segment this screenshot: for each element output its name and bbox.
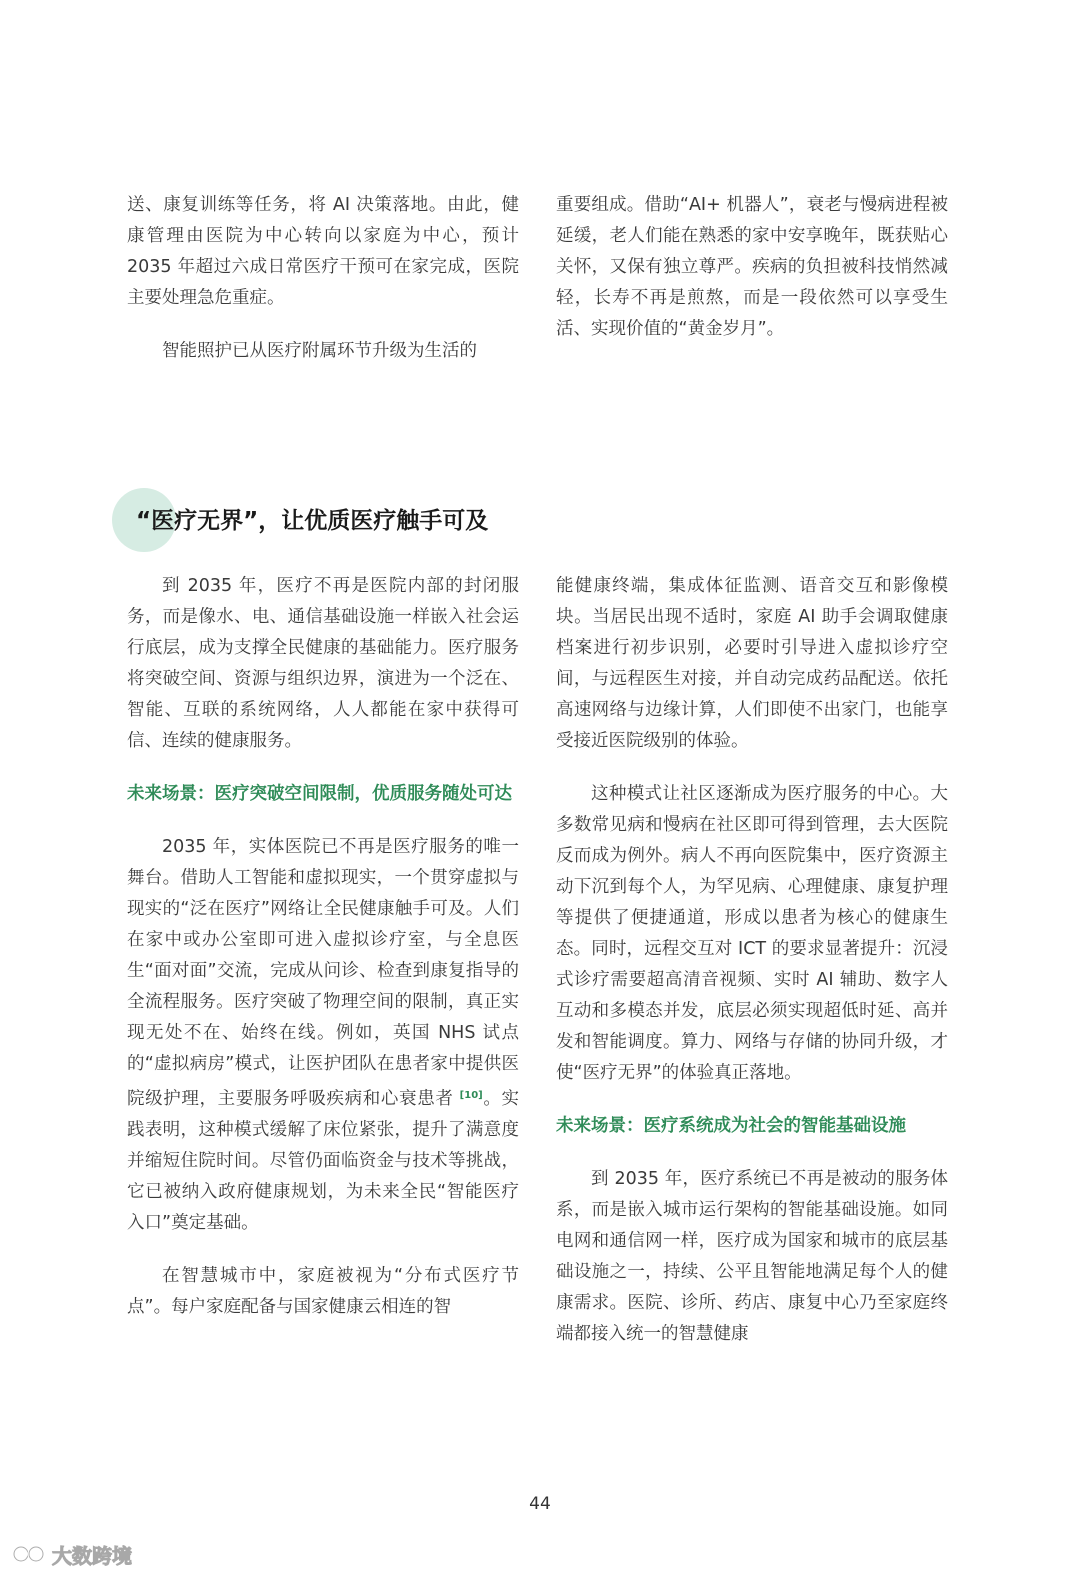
bottom-right-paragraph-1: 能健康终端，集成体征监测、语音交互和影像模块。当居民出现不适时，家庭 AI 助手会调取健康档案进行初步识别，必要时引导进入虚拟诊疗空间，与远程医生对接，并自动完成药品配送。依托高速网络与边缘计算，人们即使不出家门，也能享受接近医院级别的体验。 xyxy=(556,576,948,751)
bottom-right-paragraph-3: 到 2035 年，医疗系统已不再是被动的服务体系，而是嵌入城市运行架构的智能基础设施。如同电网和通信网一样，医疗成为国家和城市的底层基础设施之一，持续、公平且智能地满足每个人的健康需求。医院、诊所、药店、康复中心乃至家庭终端都接入统一的智慧健康 xyxy=(556,1169,948,1344)
watermark-logo-icon xyxy=(12,1542,46,1566)
bottom-left-paragraph-3: 在智慧城市中，家庭被视为“分布式医疗节点”。每户家庭配备与国家健康云相连的智 xyxy=(127,1266,519,1317)
bottom-left-paragraph-2 xyxy=(127,832,519,1239)
top-left-paragraph-1: 送、康复训练等任务，将 AI 决策落地。由此，健康管理由医院为中心转向以家庭为中心，预计 2035 年超过六成日常医疗干预可在家完成，医院主要处理急危重症。 xyxy=(127,195,519,308)
bottom-left-paragraph-1: 到 2035 年，医疗不再是医院内部的封闭服务，而是像水、电、通信基础设施一样嵌入社会运行底层，成为支撑全民健康的基础能力。医疗服务将突破空间、资源与组织边界，演进为一个泛在、智能、互联的系统网络，人人都能在家中获得可信、连续的健康服务。 xyxy=(127,576,519,751)
section-heading: “医疗无界”，让优质医疗触手可及 xyxy=(136,508,489,534)
reference-marker: [10] xyxy=(459,1090,483,1101)
bottom-right-paragraph-2: 这种模式让社区逐渐成为医疗服务的中心。大多数常见病和慢病在社区即可得到管理，去大医院反而成为例外。病人不再向医院集中，医疗资源主动下沉到每个人，为罕见病、心理健康、康复护理等提供了便捷通道，形成以患者为核心的健康生态。同时，远程交互对 ICT 的要求显著提升：沉浸式诊疗需要超高清音视频、实时 AI 辅助、数字人互动和多模态并发，底层必须实现超低时延、高并发和智能调度。算力、网络与存储的协同升级，才使“医疗无界”的体验真正落地。 xyxy=(556,784,948,1083)
page-number: 44 xyxy=(529,1494,551,1514)
bottom-right-column xyxy=(556,571,948,1350)
paragraph-2-text-b: 。实践表明，这种模式缓解了床位紧张，提升了满意度并缩短住院时间。尽管仍面临资金与技术等挑战，它已被纳入政府健康规划，为未来全民“智能医疗入口”奠定基础。 xyxy=(127,1089,520,1233)
top-right-column xyxy=(556,190,948,345)
bottom-left-column xyxy=(127,571,519,1323)
watermark-text: 大数跨境 xyxy=(52,1543,132,1568)
top-right-paragraph-1: 重要组成。借助“AI+ 机器人”，衰老与慢病进程被延缓，老人们能在熟悉的家中安享晚年，既获贴心关怀，又保有独立尊严。疾病的负担被科技悄然减轻，长寿不再是煎熬，而是一段依然可以享受生活、实现价值的“黄金岁月”。 xyxy=(556,195,948,339)
paragraph-2-text-a: 2035 年，实体医院已不再是医疗服务的唯一舞台。借助人工智能和虚拟现实，一个贯穿虚拟与现实的“泛在医疗”网络让全民健康触手可及。人们在家中或办公室即可进入虚拟诊疗室，与全息医生“面对面”交流，完成从问诊、检查到康复指导的全流程服务。医疗突破了物理空间的限制，真正实现无处不在、始终在线。例如，英国 NHS 试点的“虚拟病房”模式，让医护团队在患者家中提供医院级护理，主要服务呼吸疾病和心衰患者 xyxy=(127,837,519,1109)
section-heading-block xyxy=(112,488,572,554)
bottom-left-subheading: 未来场景：医疗突破空间限制，优质服务随处可达 xyxy=(127,784,512,804)
top-left-paragraph-2: 智能照护已从医疗附属环节升级为生活的 xyxy=(162,341,477,361)
bottom-right-subheading: 未来场景：医疗系统成为社会的智能基础设施 xyxy=(556,1116,906,1136)
top-left-column xyxy=(127,190,519,367)
watermark xyxy=(12,1540,132,1568)
